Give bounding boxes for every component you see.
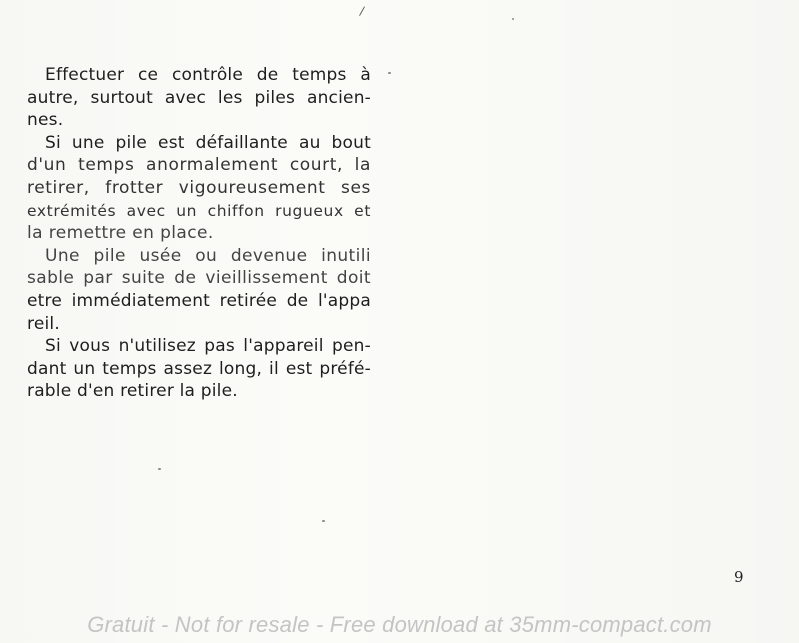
text-line: autre, surtout avec les piles ancien- [27, 87, 371, 108]
text-line: retirer, frotter vigoureusement ses [27, 177, 371, 198]
text-line: nes. [27, 110, 64, 131]
text-line: rable d'en retirer la pile. [27, 381, 238, 402]
body-text [27, 64, 371, 403]
text-line: sable par suite de vieillissement doit [27, 268, 371, 289]
text-line: extrémités avec un chiffon rugueux et [27, 201, 371, 220]
watermark: Gratuit - Not for resale - Free download at 35mm-compact.com [87, 612, 712, 637]
text-line: dant un temps assez long, il est préfé- [27, 358, 371, 379]
text-line: Effectuer ce contrôle de temps à [45, 65, 371, 85]
page-number: 9 [734, 568, 744, 586]
text-line: Si une pile est défaillante au bout [45, 132, 371, 153]
scan-speck [322, 520, 325, 522]
text-line: Si vous n'utilisez pas l'appareil pen- [45, 336, 371, 357]
text-line: Une pile usée ou devenue inutili [45, 245, 371, 266]
scan-mark: / [358, 3, 366, 19]
text-line: etre immédiatement retirée de l'appa [27, 290, 371, 311]
text-line: la remettre en place. [27, 223, 214, 244]
text-line: reil. [27, 313, 60, 334]
text-line: d'un temps anormalement court, la [27, 155, 371, 176]
scan-speck [512, 18, 514, 20]
scan-speck [388, 72, 391, 74]
scan-speck [158, 468, 161, 470]
